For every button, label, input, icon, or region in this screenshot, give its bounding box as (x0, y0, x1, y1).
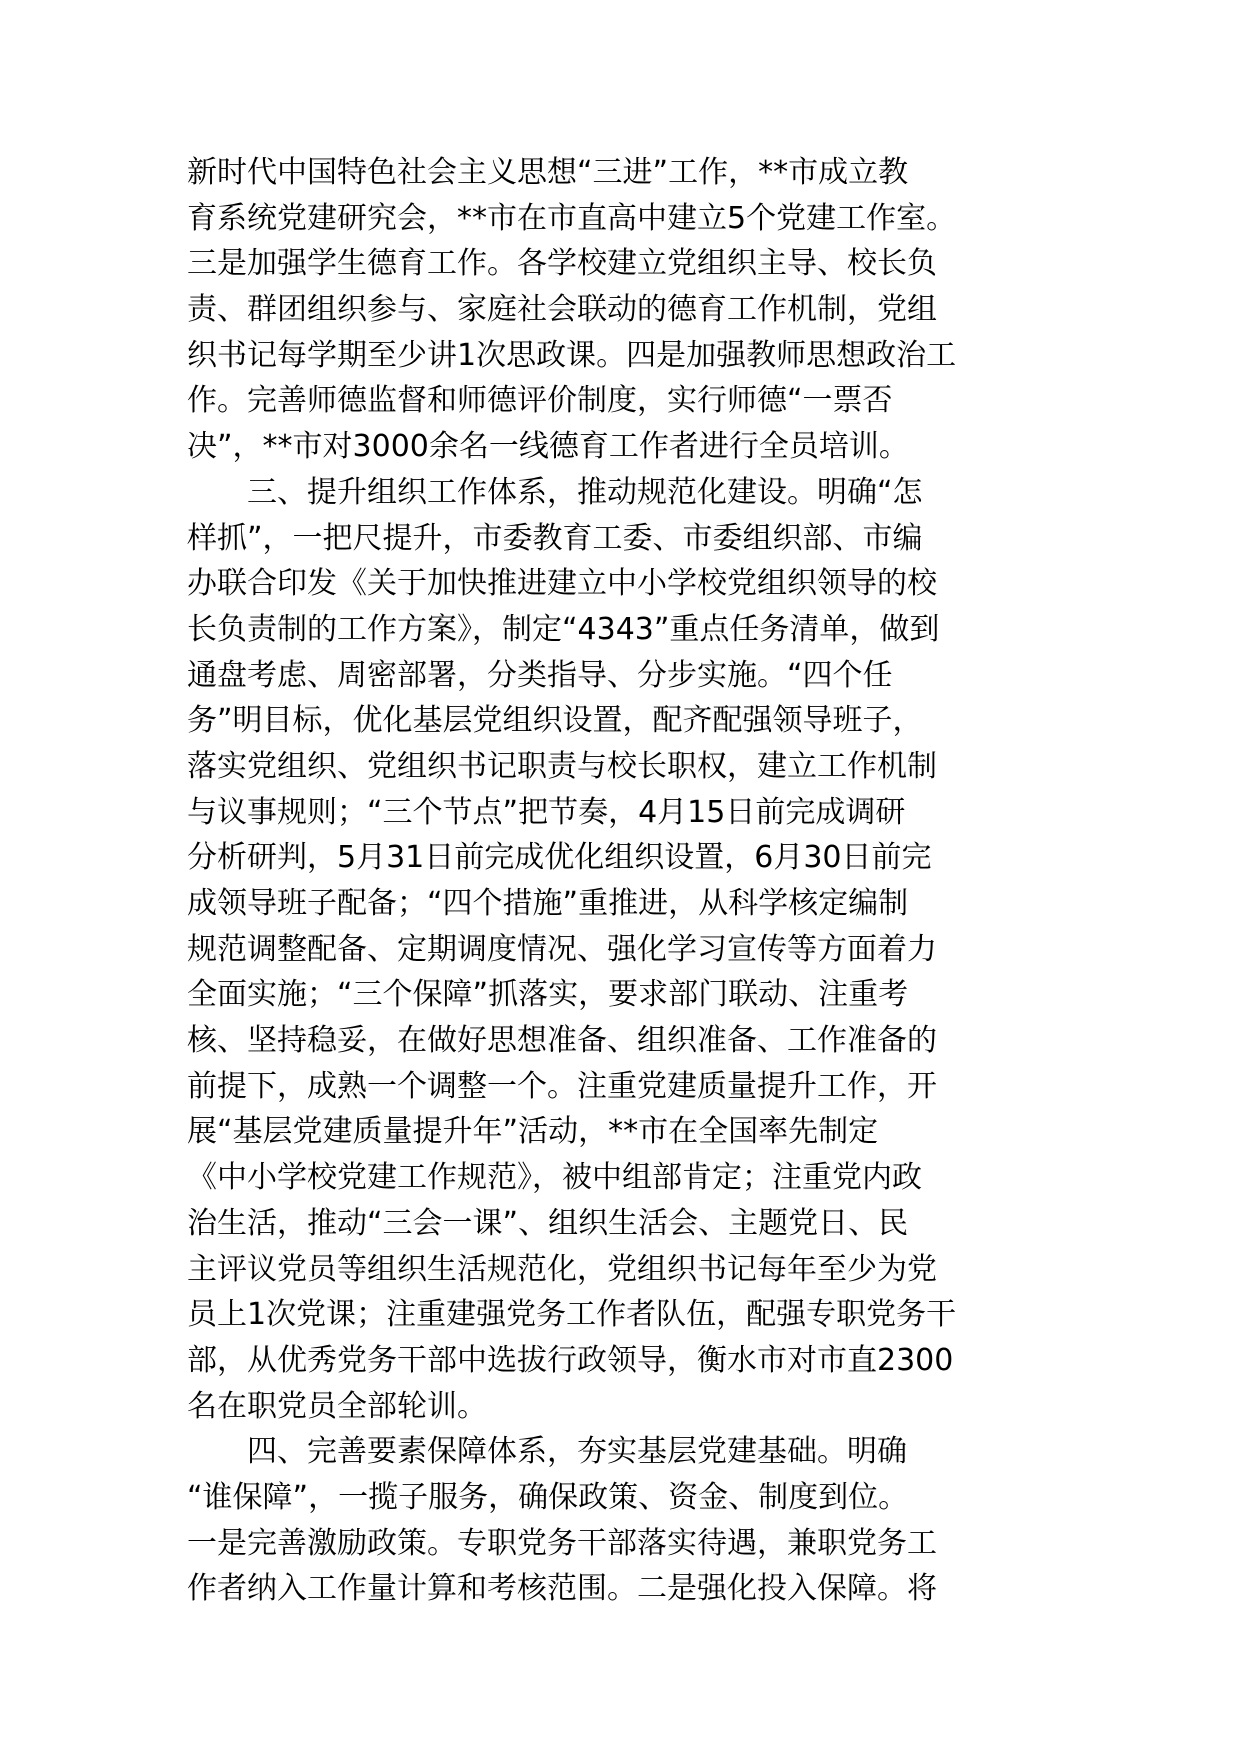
text-line: 新时代中国特色社会主义思想“三进”工作，**市成立教 (187, 155, 909, 190)
text-line: 办联合印发《关于加快推进建立中小学校党组织领导的校 (187, 566, 937, 602)
text-line: 前提下，成熟一个调整一个。注重党建质量提升工作，开 (187, 1068, 937, 1104)
text-line: 作者纳入工作量计算和考核范围。二是强化投入保障。将 (187, 1571, 937, 1607)
text-line: 三是加强学生德育工作。各学校建立党组织主导、校长负 (187, 246, 937, 282)
text-line: 与议事规则；“三个节点”把节奏，4月15日前完成调研 (187, 794, 906, 830)
text-line: 责、群团组织参与、家庭社会联动的德育工作机制，党组 (187, 292, 937, 328)
paragraph-start-line: 四、完善要素保障体系，夯实基层党建基础。明确 (187, 1434, 907, 1470)
text-line: 核、坚持稳妥，在做好思想准备、组织准备、工作准备的 (187, 1023, 937, 1059)
text-line: 成领导班子配备；“四个措施”重推进，从科学核定编制 (187, 886, 909, 921)
text-line: 长负责制的工作方案》，制定“4343”重点任务清单，做到 (187, 611, 940, 647)
text-line: 作。完善师德监督和师德评价制度，实行师德“一票否 (187, 383, 893, 419)
text-line: 样抓”，一把尺提升，市委教育工委、市委组织部、市编 (187, 520, 923, 556)
body-text (187, 150, 1053, 1612)
text-line: 落实党组织、党组织书记职责与校长职权，建立工作机制 (187, 748, 937, 784)
text-line: 一是完善激励政策。专职党务干部落实待遇，兼职党务工 (187, 1525, 937, 1561)
text-line: 部，从优秀党务干部中选拔行政领导，衡水市对市直2300 (187, 1342, 954, 1378)
text-line: “谁保障”，一揽子服务，确保政策、资金、制度到位。 (187, 1479, 909, 1515)
text-line: 《中小学校党建工作规范》，被中组部肯定；注重党内政 (187, 1160, 922, 1196)
text-line: 员上1次党课；注重建强党务工作者队伍，配强专职党务干 (187, 1297, 957, 1333)
text-line: 务”明目标，优化基层党组织设置，配齐配强领导班子， (187, 703, 923, 739)
text-line: 治生活，推动“三会一课”、组织生活会、主题党日、民 (187, 1205, 909, 1241)
text-line: 通盘考虑、周密部署，分类指导、分步实施。“四个任 (187, 657, 893, 693)
text-line: 分析研判，5月31日前完成优化组织设置，6月30日前完 (187, 840, 932, 876)
text-line: 主评议党员等组织生活规范化，党组织书记每年至少为党 (187, 1251, 937, 1287)
text-line: 展“基层党建质量提升年”活动，**市在全国率先制定 (187, 1114, 879, 1150)
text-line: 决”，**市对3000余名一线德育工作者进行全员培训。 (187, 429, 909, 465)
text-line: 规范调整配备、定期调度情况、强化学习宣传等方面着力 (187, 931, 937, 967)
text-line: 全面实施；“三个保障”抓落实，要求部门联动、注重考 (187, 977, 909, 1013)
text-line: 名在职党员全部轮训。 (187, 1388, 487, 1424)
paragraph-start-line: 三、提升组织工作体系，推动规范化建设。明确“怎 (187, 474, 923, 510)
text-line: 育系统党建研究会，**市在市直高中建立5个党建工作室。 (187, 200, 957, 236)
text-line: 织书记每学期至少讲1次思政课。四是加强教师思想政治工 (187, 337, 957, 373)
